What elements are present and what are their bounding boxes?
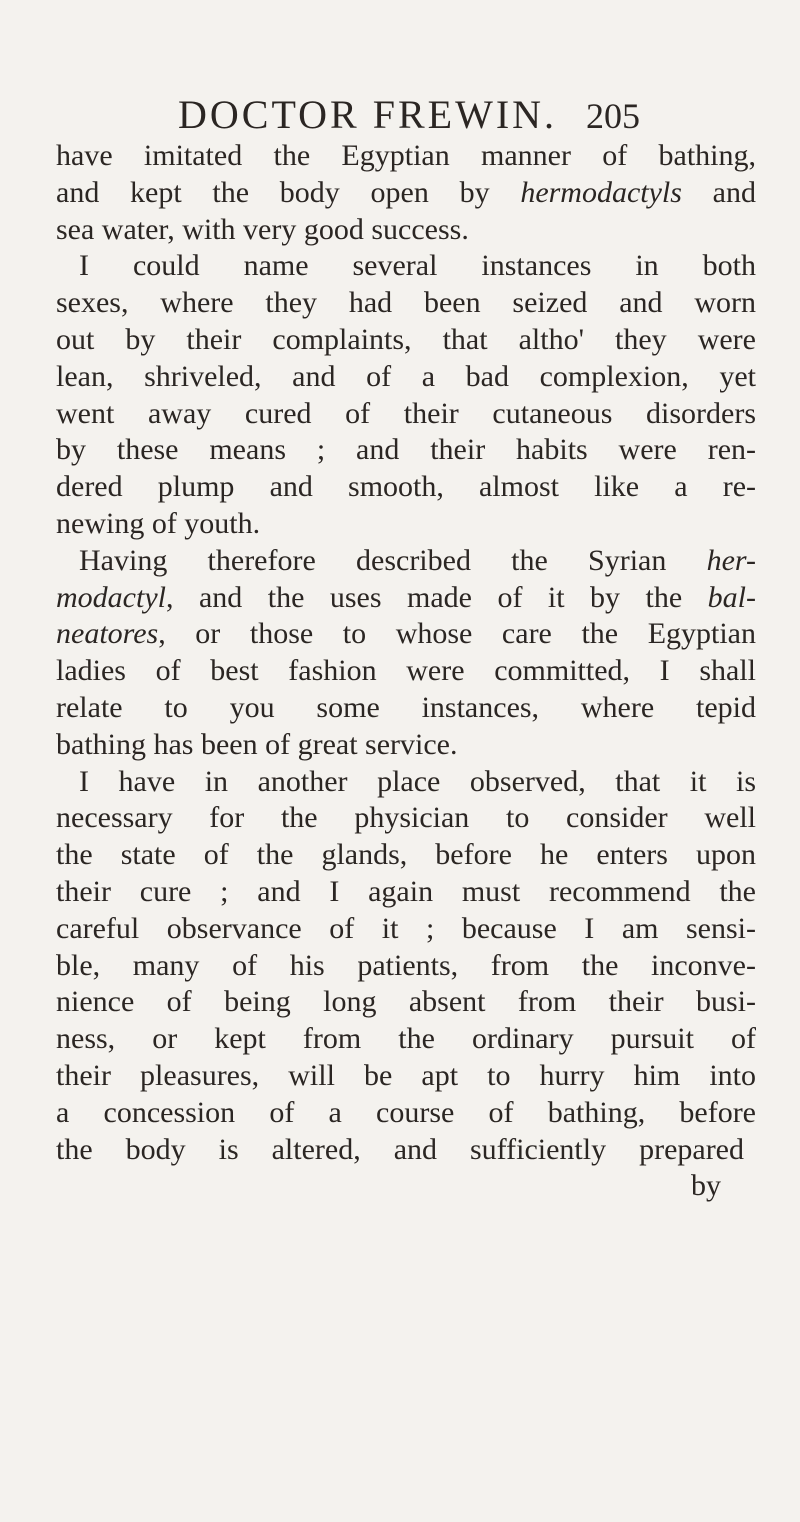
text-line: the state of the glands, before he enters upon xyxy=(56,838,756,872)
text-line: newing of youth. xyxy=(56,506,261,540)
text-line: a concession of a course of bathing, before xyxy=(56,1095,756,1129)
italic-term: her- xyxy=(706,543,756,577)
body-text xyxy=(56,138,756,1205)
text-line: I have in another place observed, that it is xyxy=(79,764,756,798)
page-number: 205 xyxy=(586,96,640,136)
text-line: relate to you some instances, where tepid xyxy=(56,690,756,724)
italic-term: bal- xyxy=(707,580,756,614)
text-line: careful observance of it ; because I am sensi- xyxy=(56,911,756,945)
text-line: ness, or kept from the ordinary pursuit of xyxy=(56,1022,756,1056)
running-head xyxy=(178,92,798,138)
text-line: lean, shriveled, and of a bad complexion, yet xyxy=(56,359,756,393)
text-line: their pleasures, will be apt to hurry him into xyxy=(56,1058,756,1092)
text-line: have imitated the Egyptian manner of bathing, xyxy=(56,139,756,172)
text-line: I could name several instances in both xyxy=(79,249,756,283)
italic-term: modactyl xyxy=(56,580,166,614)
text-line: their cure ; and I again must recommend the xyxy=(56,874,756,908)
text-line: modactyl, and the uses made of it by the bal- xyxy=(56,580,756,614)
text-line: ble, many of his patients, from the inconve- xyxy=(56,948,756,982)
text-line: sexes, where they had been seized and worn xyxy=(56,286,756,320)
text-line: sea water, with very good success. xyxy=(56,212,469,246)
running-title: DOCTOR FREWIN. xyxy=(178,92,558,137)
catchword: by xyxy=(691,1169,721,1203)
text-line: neatores, or those to whose care the Egyptian xyxy=(56,617,756,651)
text-line: ladies of best fashion were committed, I shall xyxy=(56,654,756,688)
text-line: dered plump and smooth, almost like a re- xyxy=(56,470,756,504)
text-line: went away cured of their cutaneous disorders xyxy=(56,396,756,430)
text-line: necessary for the physician to consider well xyxy=(56,801,756,835)
text-line: nience of being long absent from their busi- xyxy=(56,985,756,1019)
italic-term: hermodactyls xyxy=(520,175,682,209)
text-line: and kept the body open by hermodactyls and xyxy=(56,175,756,209)
text-line: out by their complaints, that altho' they were xyxy=(56,322,756,356)
text-line: Having therefore described the Syrian her- xyxy=(79,543,756,577)
text-line: by these means ; and their habits were ren- xyxy=(56,433,756,467)
italic-term: neatores xyxy=(56,617,159,651)
text-line: the body is altered, and sufficiently prepared xyxy=(56,1132,744,1166)
text-line: bathing has been of great service. xyxy=(56,727,458,761)
